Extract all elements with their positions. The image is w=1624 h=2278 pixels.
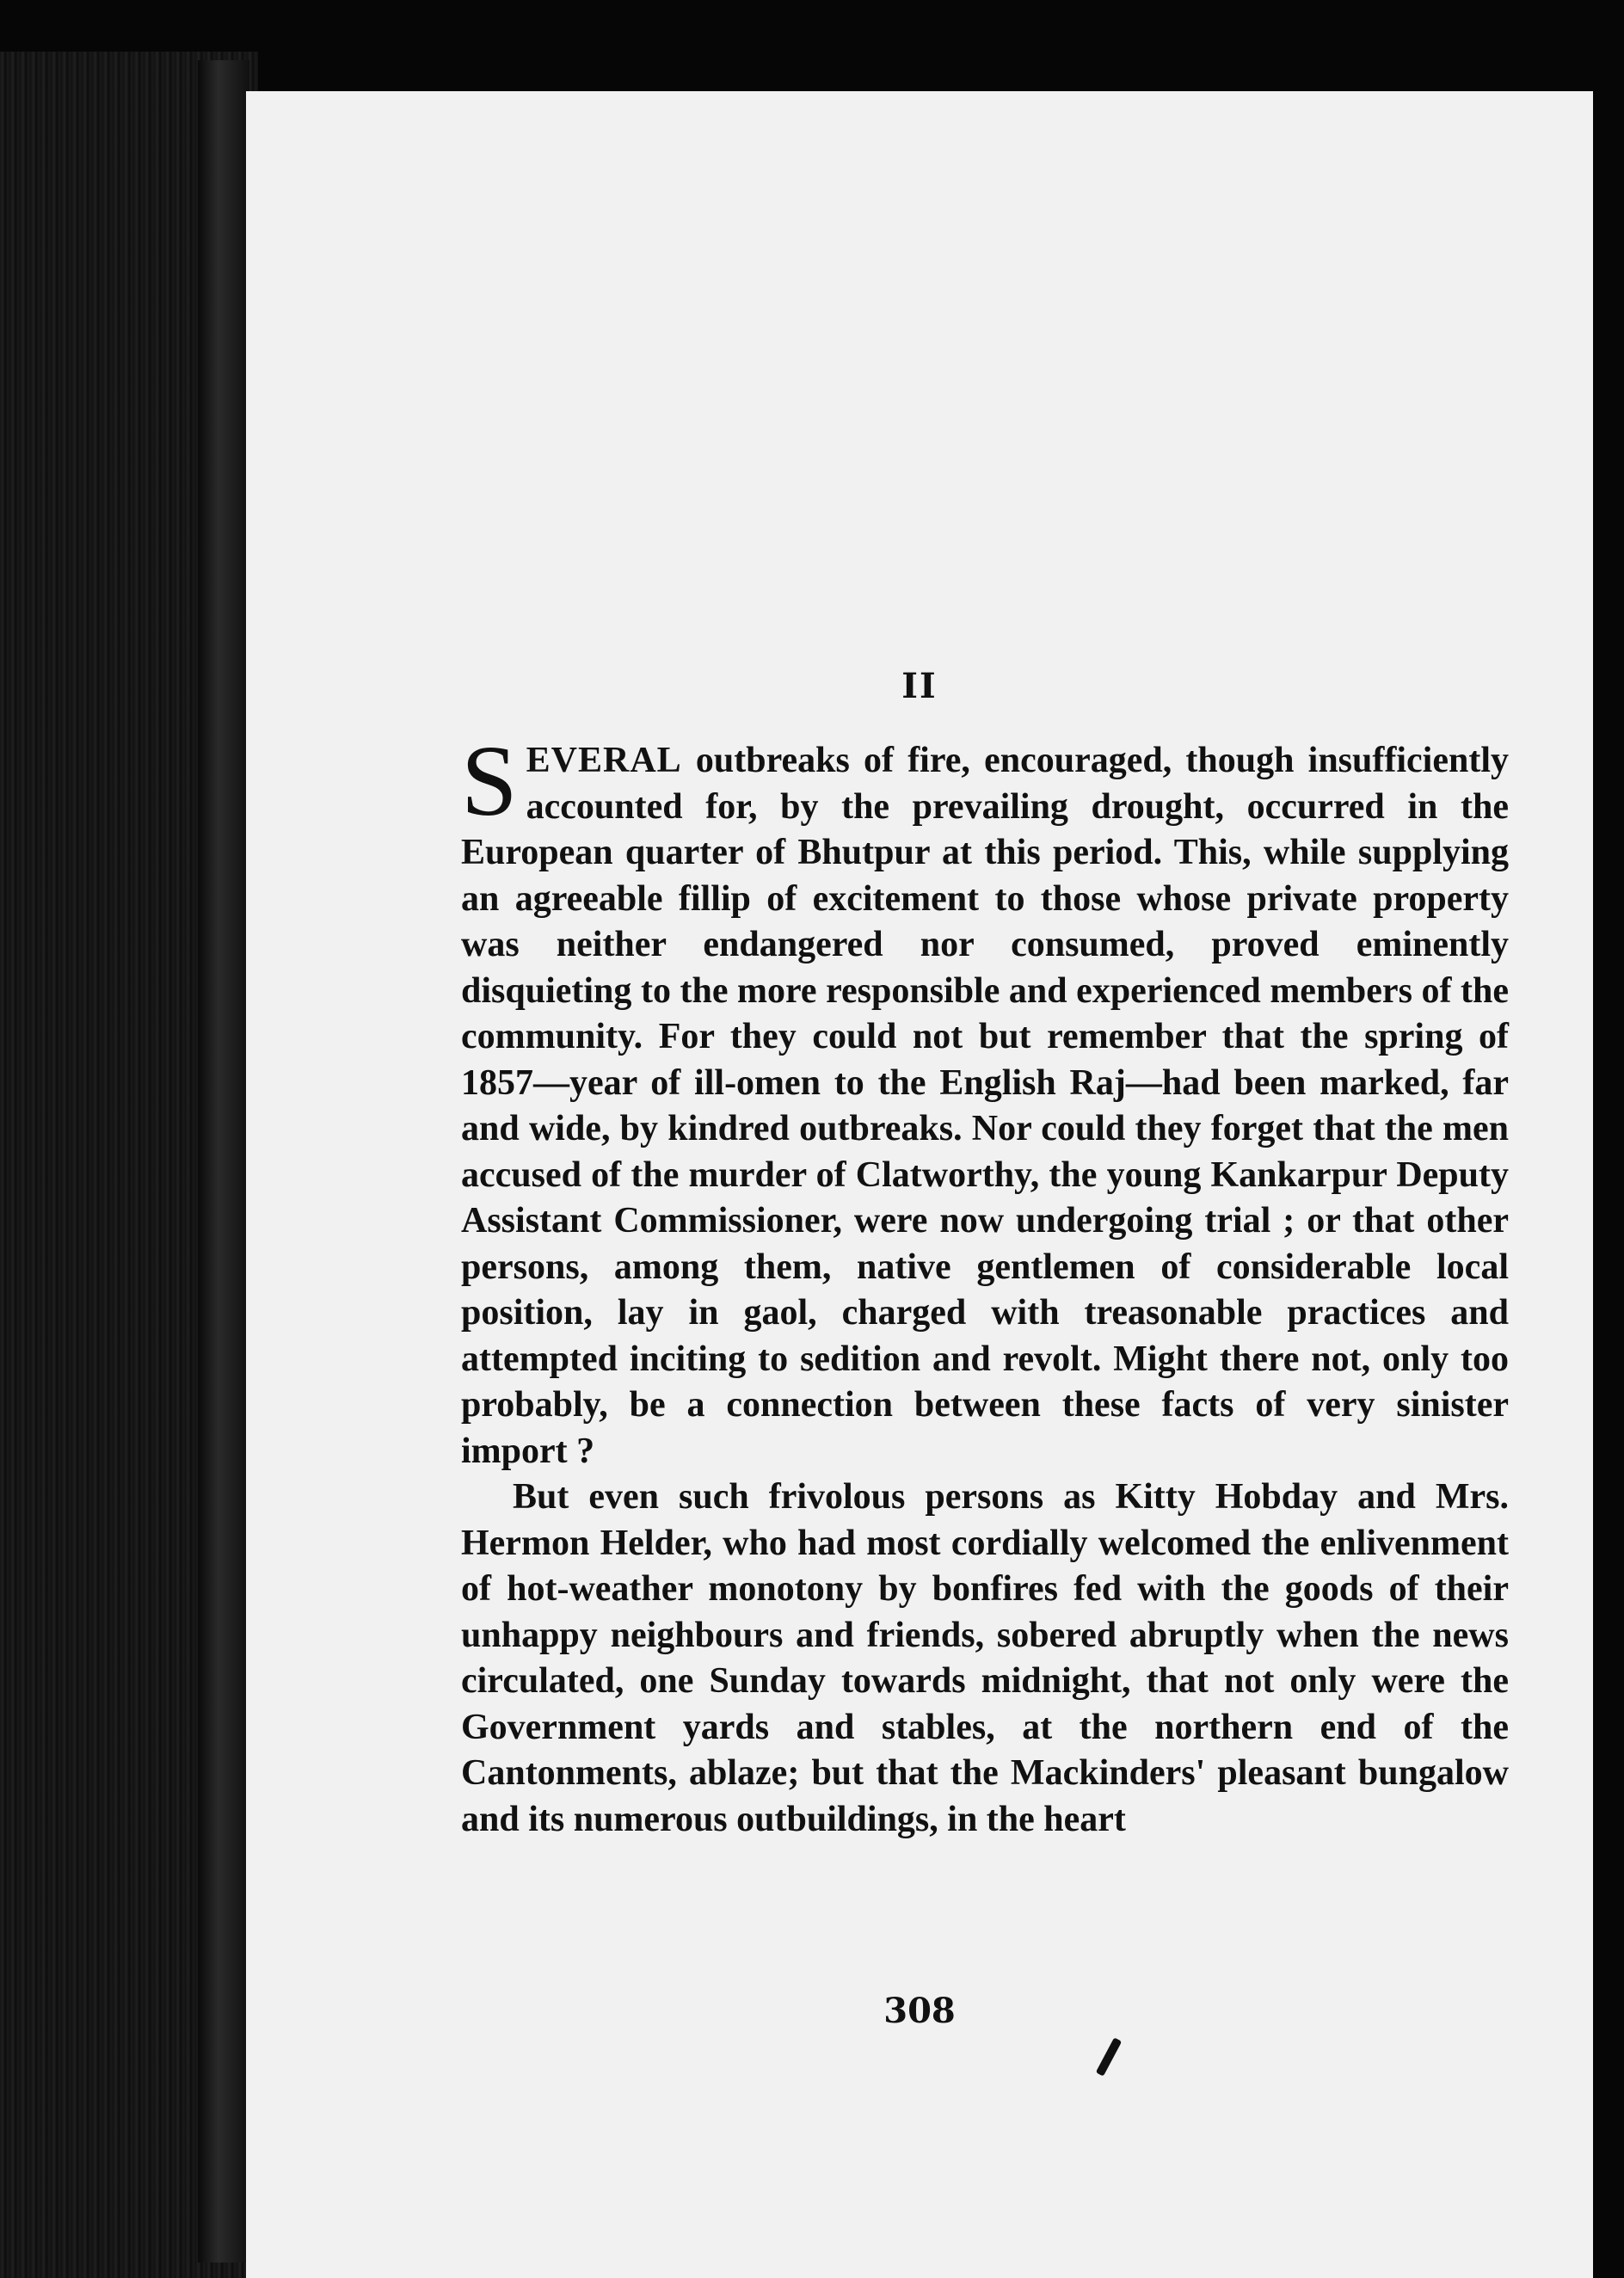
book-spine-edge bbox=[198, 60, 249, 2263]
paragraph-1-text: outbreaks of fire, encouraged, though insufficiently accounted for, by the prevailing drought, occurred in the European quarter of Bhutpur at this period. This, while supplying an agreeable fillip of excitement to those whose private property was neither endangered nor consumed, proved eminently disquieting to the more responsible and experienced members of the community. For they could not but remember that the spring of 1857—year of ill-omen to the English Raj—had been marked, far and wide, by kindred outbreaks. Nor could they forget that the men accused of the murder of Clatworthy, the young Kankarpur Deputy Assistant Commissioner, were now undergoing trial ; or that other persons, among them, native gentlemen of considerable local position, lay in gaol, charged with treasonable practices and attempted inciting to sedition and revolt. Might there not, only too probably, be a connection between these facts of very sinister import ? bbox=[461, 741, 1509, 1471]
book-page bbox=[246, 91, 1593, 2278]
drop-cap: S bbox=[461, 724, 518, 837]
body-text bbox=[461, 724, 1509, 1843]
page-number: 308 bbox=[883, 1991, 956, 2031]
chapter-number: II bbox=[901, 666, 938, 706]
paragraph-2: But even such frivolous persons as Kitty Hobday and Mrs. Hermon Helder, who had most cordially welcomed the enlivenment of hot-weather monotony by bonfires fed with the goods of their unhappy neighbours and friends, sobered abruptly when the news circulated, one Sunday towards midnight, that not only were the Government yards and stables, at the northern end of the Cantonments, ablaze; but that the Mackinders' pleasant bungalow and its numerous outbuildings, in the heart bbox=[461, 1477, 1509, 1839]
paragraph-1 bbox=[461, 724, 1509, 1475]
lead-word: EVERAL bbox=[526, 741, 682, 780]
